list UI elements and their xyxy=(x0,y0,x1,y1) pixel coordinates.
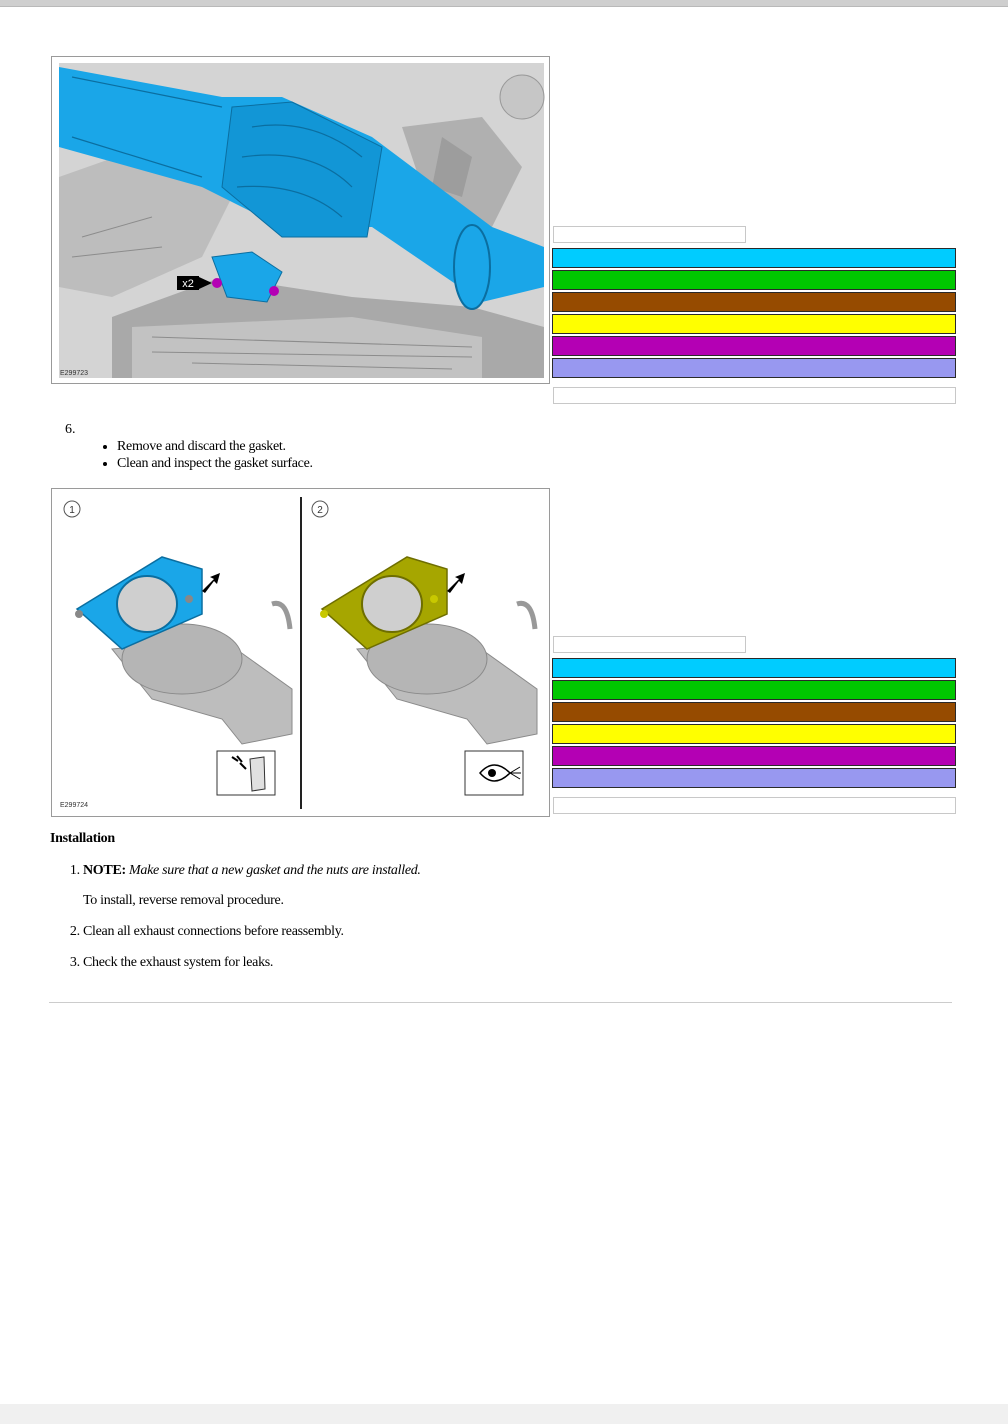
legend-row-lavender xyxy=(552,358,956,378)
panel-1-label: 1 xyxy=(69,505,75,516)
viewer-top-bar xyxy=(0,0,1008,7)
legend-row-green xyxy=(552,680,956,700)
legend-row-magenta xyxy=(552,746,956,766)
figure-exhaust-bracket xyxy=(51,56,550,384)
legend-header xyxy=(553,226,746,243)
legend-row-yellow xyxy=(552,724,956,744)
figure-id: E299723 xyxy=(60,370,89,377)
legend-row-cyan xyxy=(552,248,956,268)
installation-step xyxy=(83,862,683,909)
legend-row-green xyxy=(552,270,956,290)
step-text: To install, reverse removal procedure. xyxy=(83,893,284,908)
viewer-bottom-bar xyxy=(0,1404,1008,1424)
panel-2-label: 2 xyxy=(317,505,323,516)
step-number: 6. xyxy=(65,422,76,437)
step-text: Clean all exhaust connections before reassembly. xyxy=(83,924,344,939)
legend-footer xyxy=(553,387,956,404)
installation-step xyxy=(83,954,683,971)
legend-row-brown xyxy=(552,702,956,722)
installation-step xyxy=(83,923,683,940)
legend-row-yellow xyxy=(552,314,956,334)
legend-header xyxy=(553,636,746,653)
section-title-installation: Installation xyxy=(50,831,115,846)
note-label: NOTE: xyxy=(83,863,126,878)
note-text: Make sure that a new gasket and the nuts are installed. xyxy=(129,863,421,878)
gasket-illustration xyxy=(52,489,549,816)
installation-steps xyxy=(65,862,683,985)
legend-footer xyxy=(553,797,956,814)
figure-id: E299724 xyxy=(60,802,89,809)
step-6-bullets xyxy=(100,438,313,472)
figure-gasket xyxy=(51,488,550,817)
legend-row-magenta xyxy=(552,336,956,356)
step-text: Check the exhaust system for leaks. xyxy=(83,955,274,970)
legend-row-cyan xyxy=(552,658,956,678)
bullet-item: • Remove and discard the gasket. xyxy=(117,438,313,455)
legend-table-2 xyxy=(552,636,956,816)
exhaust-illustration xyxy=(52,57,549,383)
section-divider xyxy=(49,1002,952,1003)
quantity-callout: x2 xyxy=(182,278,194,290)
legend-row-lavender xyxy=(552,768,956,788)
discard-icon xyxy=(217,751,275,795)
legend-row-brown xyxy=(552,292,956,312)
legend-table-1 xyxy=(552,226,956,406)
bullet-item: • Clean and inspect the gasket surface. xyxy=(117,455,313,472)
inspect-eye-icon xyxy=(465,751,523,795)
